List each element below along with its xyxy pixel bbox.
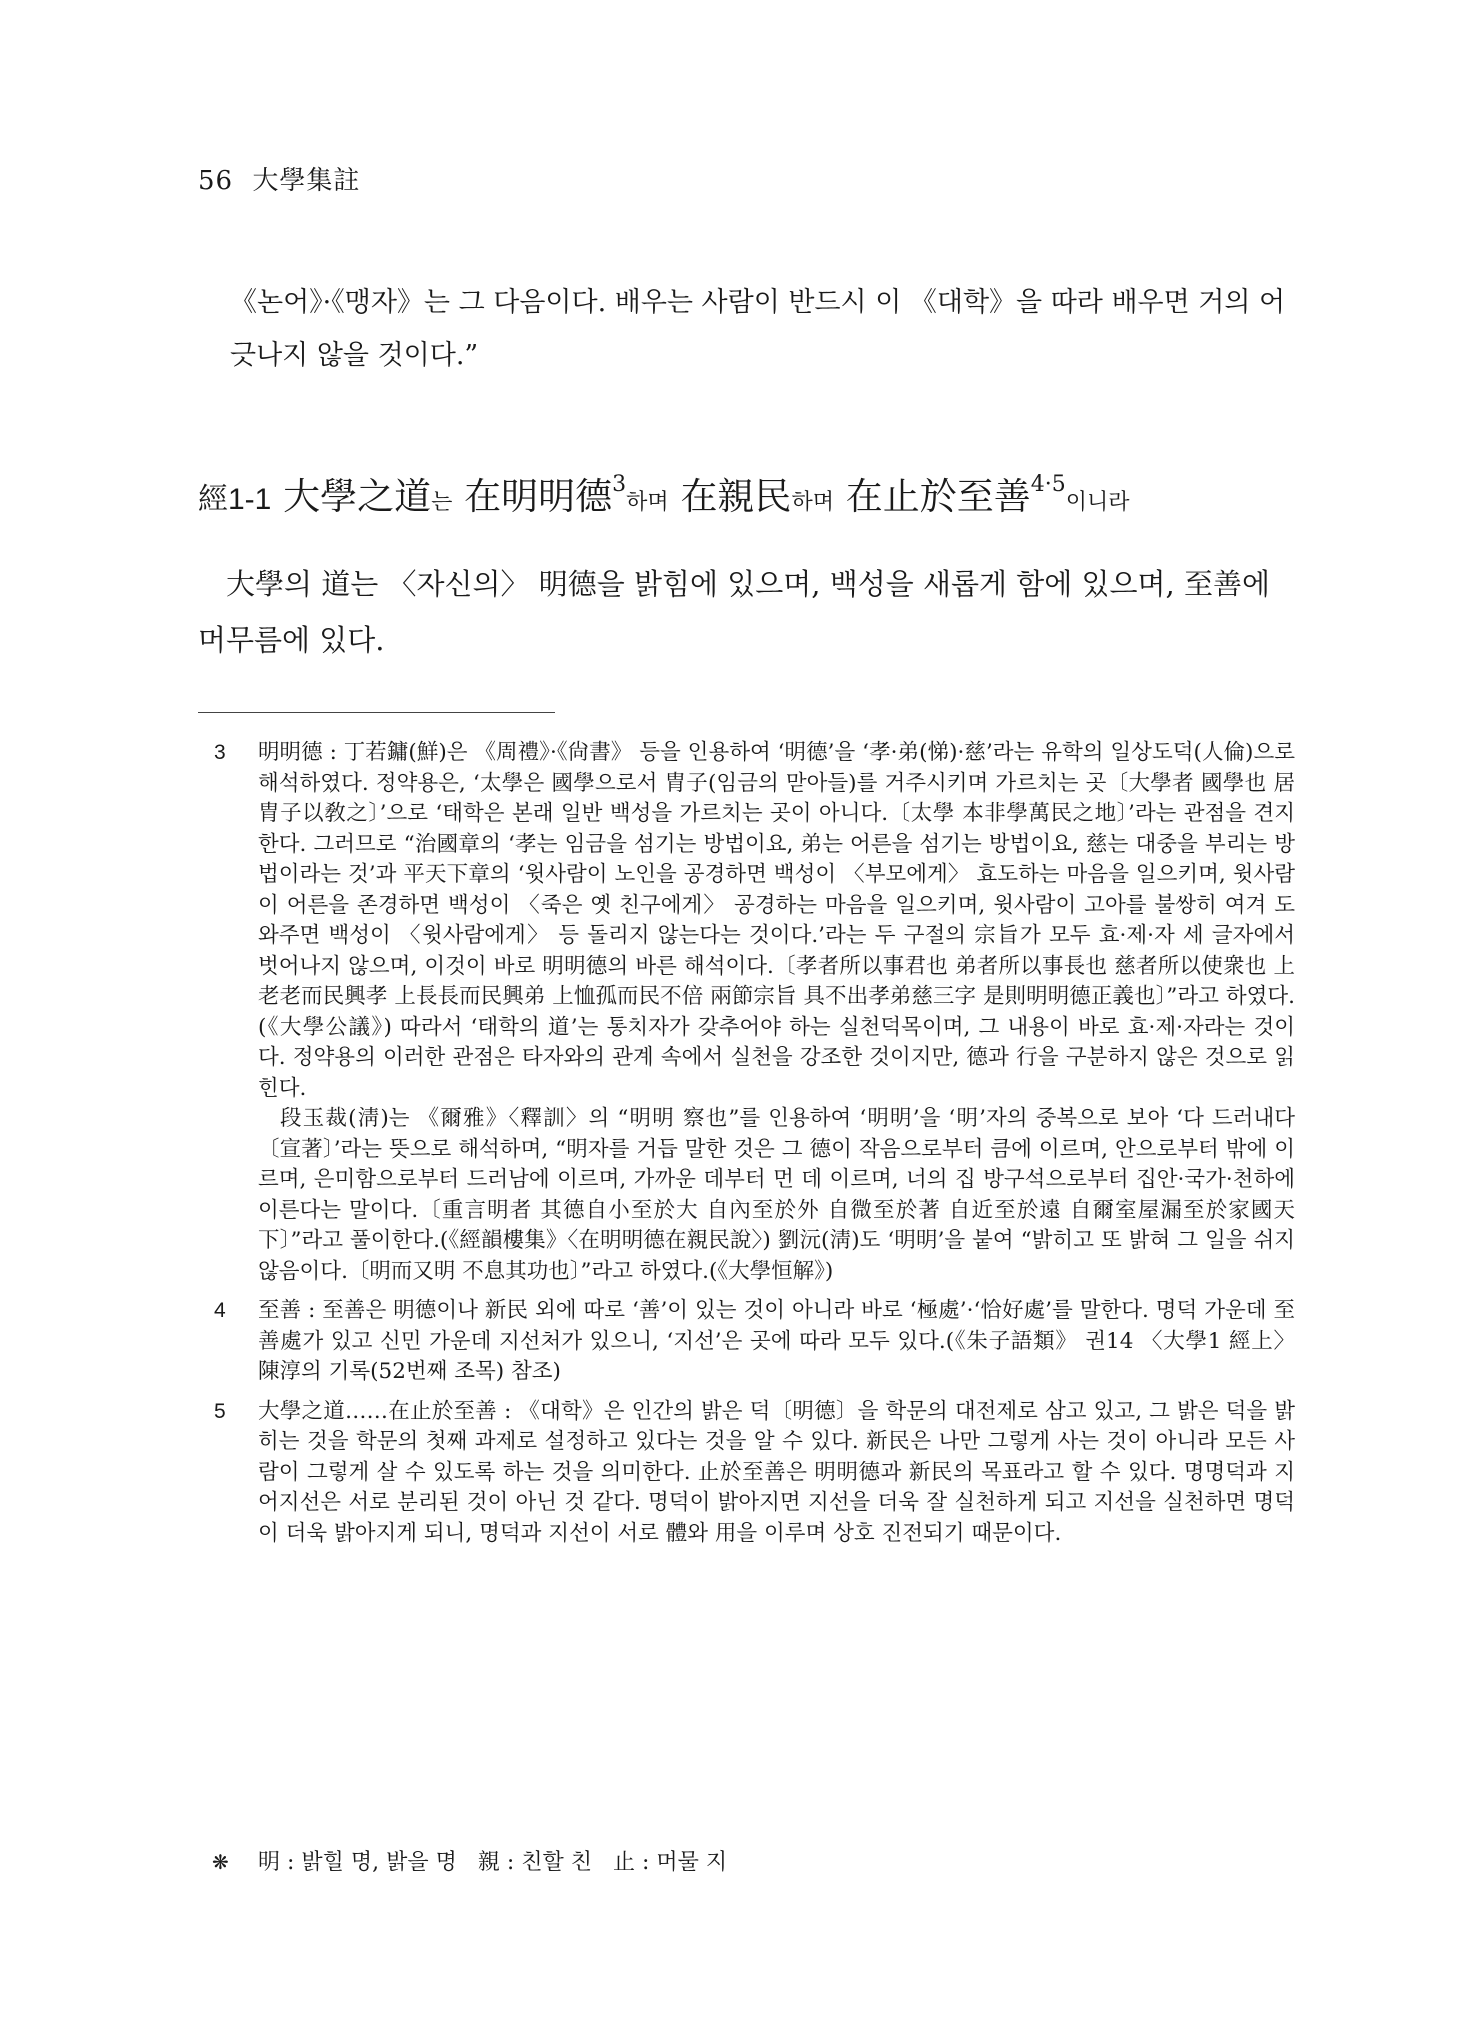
book-title: 大學集註 <box>252 166 361 196</box>
running-head <box>198 160 360 197</box>
footnote-ref-4-5: 4·5 <box>1030 472 1066 497</box>
footnotes <box>198 738 1295 1549</box>
footnote-number: 3 <box>214 741 226 764</box>
footnote-4 <box>198 1296 1295 1388</box>
classic-text-heading <box>198 470 1298 530</box>
footnote-3 <box>198 738 1295 1287</box>
asterism-icon: ❋ <box>212 1850 229 1874</box>
footnote-number: 4 <box>214 1299 226 1322</box>
footnote-ref-3: 3 <box>612 472 627 497</box>
phrase-2: 在明明德 <box>464 475 613 518</box>
phrase-1: 大學之道 <box>283 475 432 518</box>
footnote-text: 至善 : 至善은 明德이나 新民 외에 따로 ‘善’이 있는 것이 아니라 바로 ‘極處’·‘恰好處’를 말한다. 명덕 가운데 至善處가 있고 신민 가운데 지선처가 있으니, ‘지선’은 곳에 따라 모두 있다.(《朱子語類》 권14 〈大學1 經上〉 陳淳의 기록(52번째 조목) 참조) <box>258 1298 1295 1384</box>
particle-2: 하며 <box>626 490 669 515</box>
translation-paragraph: 大學의 道는 〈자신의〉 明德을 밝힘에 있으며, 백성을 새롭게 함에 있으며, 至善에 머무름에 있다. <box>198 567 1270 657</box>
particle-1: 는 <box>431 490 453 515</box>
footnote-text: 段玉裁(淸)는 《爾雅》〈釋訓〉의 “明明 察也”를 인용하여 ‘明明’을 ‘明’자의 중복으로 보아 ‘다 드러내다〔宣著〕’라는 뜻으로 해석하며, “明자를 거듭 말한 것은 그 德이 작음으로부터 큼에 이르며, 안으로부터 밖에 이르며, 은미함으로부터 드러남에 이르며, 가까운 데부터 먼 데 이르며, 너의 집 방구석으로부터 집안·국가·천하에 이른다는 말이다.〔重言明者 其德自小至於大 自內至於外 自微至於著 自近至於遠 自爾室屋漏至於家國天下〕”라고 풀이한다.(《經韻樓集》〈在明明德在親民說〉) 劉沅(淸)도 ‘明明’을 붙여 “밝히고 또 밝혀 그 일을 쉬지 않음이다.〔明而又明 不息其功也〕”라고 하였다.(《大學恒解》) <box>258 1106 1295 1284</box>
particle-3: 하며 <box>791 490 834 515</box>
glossary-text: 明 : 밝힐 명, 밝을 명 親 : 친할 친 止 : 머물 지 <box>258 1850 728 1875</box>
footnote-number: 5 <box>214 1399 226 1423</box>
particle-4: 이니라 <box>1065 490 1130 515</box>
phrase-4: 在止於至善 <box>845 475 1031 518</box>
page-number: 56 <box>198 166 234 196</box>
footnote-text: 明明德 : 丁若鏞(鮮)은 《周禮》·《尙書》 등을 인용하여 ‘明德’을 ‘孝·弟(悌)·慈’라는 유학의 일상도덕(人倫)으로 해석하였다. 정약용은, ‘太學은 國學으로서 胄子(임금의 맏아들)를 거주시키며 가르치는 곳〔大學者 國學也 居胄子以敎之〕’으로 ‘태학은 본래 일반 백성을 가르치는 곳이 아니다.〔太學 本非學萬民之地〕’라는 관점을 견지한다. 그러므로 “治國章의 ‘孝는 임금을 섬기는 방법이요, 弟는 어른을 섬기는 방법이요, 慈는 대중을 부리는 방법이라는 것’과 平天下章의 ‘윗사람이 노인을 공경하면 백성이 〈부모에게〉 효도하는 마음을 일으키며, 윗사람이 어른을 존경하면 백성이 〈죽은 옛 친구에게〉 공경하는 마음을 일으키며, 윗사람이 고아를 불쌍히 여겨 도와주면 백성이 〈윗사람에게〉 등 돌리지 않는다는 것이다.’라는 두 구절의 宗旨가 모두 효·제·자 세 글자에서 벗어나지 않으며, 이것이 바로 明明德의 바른 해석이다.〔孝者所以事君也 弟者所以事長也 慈者所以使衆也 上老老而民興孝 上長長而民興弟 上恤孤而民不倍 兩節宗旨 具不出孝弟慈三字 是則明明德正義也〕”라고 하였다.(《大學公議》) 따라서 ‘태학의 道’는 통치자가 갖추어야 하는 실천덕목이며, 그 내용이 바로 효·제·자라는 것이다. 정약용의 이러한 관점은 타자와의 관계 속에서 실천을 강조한 것이지만, 德과 行을 구분하지 않은 것으로 읽힌다. <box>258 740 1295 1101</box>
footnote-5 <box>198 1397 1295 1550</box>
continuation-paragraph: 《논어》·《맹자》는 그 다음이다. 배우는 사람이 반드시 이 《대학》을 따라 배우면 거의 어긋나지 않을 것이다.” <box>230 287 1286 371</box>
phrase-3: 在親民 <box>680 475 792 518</box>
footnote-separator <box>198 712 555 713</box>
character-glossary <box>198 1848 1295 1878</box>
footnote-text: 大學之道……在止於至善 : 《대학》은 인간의 밝은 덕〔明德〕을 학문의 대전제로 삼고 있고, 그 밝은 덕을 밝히는 것을 학문의 첫째 과제로 설정하고 있다는 것을 알 수 있다. 新民은 나만 그렇게 사는 것이 아니라 모든 사람이 그렇게 살 수 있도록 하는 것을 의미한다. 止於至善은 明明德과 新民의 목표라고 할 수 있다. 명명덕과 지어지선은 서로 분리된 것이 아닌 것 같다. 명덕이 밝아지면 지선을 더욱 잘 실천하게 되고 지선을 실천하면 명덕이 더욱 밝아지게 되니, 명덕과 지선이 서로 體와 用을 이루며 상호 진전되기 때문이다. <box>258 1398 1295 1546</box>
section-label: 經1-1 <box>198 483 272 516</box>
